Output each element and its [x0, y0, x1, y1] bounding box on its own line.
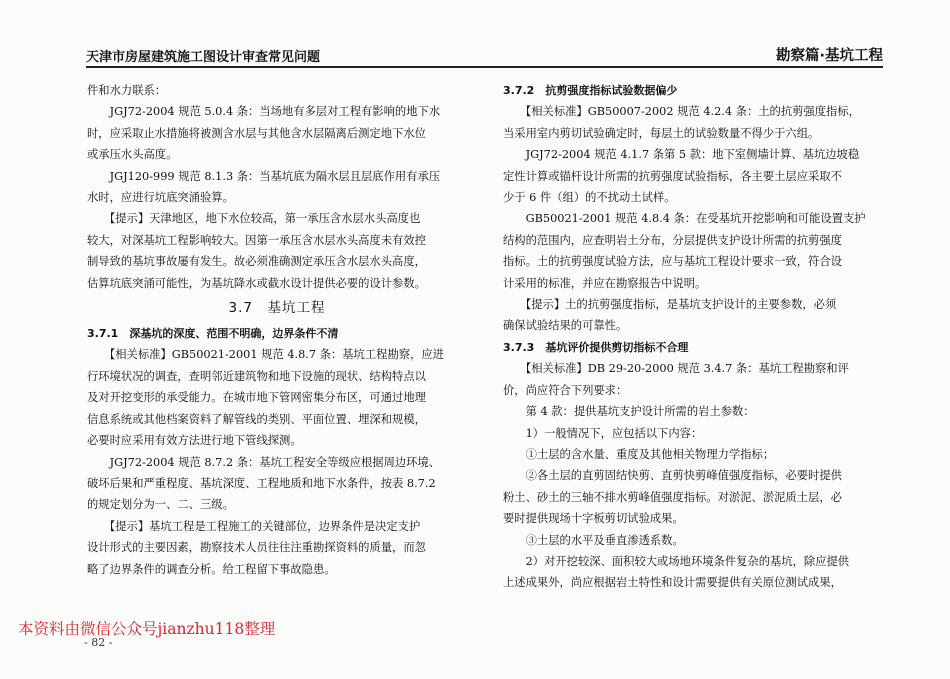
text-line: 估算坑底突涌可能性，为基坑降水或截水设计提供必要的设计参数。 — [87, 276, 426, 290]
page-header — [86, 44, 883, 68]
text-line: 设计形式的主要因素，勘察技术人员往往注重勘探资料的质量，而忽 — [87, 541, 426, 555]
book-title: 天津市房屋建筑施工图设计审查常见问题 — [86, 50, 321, 65]
text-line: 【提示】土的抗剪强度指标，是基坑支护设计的主要参数，必须 — [503, 298, 837, 312]
text-line: 当采用室内剪切试验确定时，每层土的试验数量不得少于六组。 — [503, 126, 820, 140]
page-number: - 82 - — [84, 636, 113, 649]
right-column — [503, 80, 883, 594]
text-line: JGJ72-2004 规范 5.0.4 条：当场地有多层对工程有影响的地下水 — [87, 105, 441, 119]
text-line: 指标。土的抗剪强度试验方法，应与基坑工程设计要求一致，符合设 — [503, 255, 842, 269]
text-line: 少于 6 件（组）的不扰动土试样。 — [503, 191, 676, 205]
header-rule — [86, 66, 883, 68]
text-line: 或承压水头高度。 — [87, 148, 178, 162]
text-line: GB50021-2001 规范 4.8.4 条：在受基坑开挖影响和可能设置支护 — [503, 212, 866, 226]
text-line: 件和水力联系： — [87, 84, 167, 97]
text-line: JGJ72-2004 规范 8.7.2 条：基坑工程安全等级应根据周边环境、 — [87, 455, 441, 469]
section-heading: 3.7 基坑工程 — [228, 300, 326, 317]
text-line: 【相关标准】GB50007-2002 规范 4.2.4 条：土的抗剪强度指标， — [503, 105, 860, 119]
text-line: 定性计算或锚杆设计所需的抗剪强度试验指标，各主要土层应采取不 — [503, 169, 842, 183]
text-line: 1）一般情况下，应包括以下内容： — [503, 426, 703, 440]
text-line: 破坏后果和严重程度、基坑深度、工程地质和地下水条件，按表 8.7.2 — [87, 476, 436, 490]
text-line: JGJ120-999 规范 8.1.3 条：当基坑底为隔水层且层底作用有承压 — [87, 169, 441, 183]
text-line: 及对开挖变形的承受能力。在城市地下管网密集分布区，可通过地理 — [87, 391, 426, 405]
text-line: 【提示】基坑工程是工程施工的关键部位，边界条件是决定支护 — [87, 519, 421, 533]
text-line: 确保试验结果的可靠性。 — [503, 319, 628, 333]
text-line: 【相关标准】GB50021-2001 规范 4.8.7 条：基坑工程勘察，应进 — [87, 348, 444, 362]
left-column — [87, 80, 467, 580]
text-line: 【提示】天津地区，地下水位较高，第一承压含水层水头高度也 — [87, 212, 421, 226]
section-heading: 3.7.2 抗剪强度指标试验数据偏少 — [503, 84, 678, 97]
section-heading: 3.7.1 深基坑的深度、范围不明确，边界条件不清 — [87, 327, 339, 341]
text-line: 制导致的基坑事故屡有发生。故必须准确测定承压含水层水头高度， — [87, 255, 426, 269]
text-line: ②各土层的直剪固结快剪、直剪快剪峰值强度指标，必要时提供 — [503, 469, 842, 483]
text-line: 较大，对深基坑工程影响较大。因第一承压含水层水头高度未有效控 — [87, 233, 426, 247]
text-line: 略了边界条件的调查分析。给工程留下事故隐患。 — [87, 562, 336, 576]
text-line: 水时，应进行坑底突涌验算。 — [87, 191, 234, 205]
text-line: JGJ72-2004 规范 4.1.7 条第 5 款：地下室侧墙计算、基坑边坡稳 — [503, 148, 860, 162]
text-line: ①土层的含水量、重度及其他相关物理力学指标； — [503, 447, 775, 461]
text-line: 2）对开挖较深、面积较大或场地环境条件复杂的基坑，除应提供 — [503, 554, 850, 568]
text-line: 计采用的标准，并应在勘察报告中说明。 — [503, 276, 707, 290]
section-heading: 3.7.3 基坑评价提供剪切指标不合理 — [503, 340, 689, 354]
text-line: 【相关标准】DB 29-20-2000 规范 3.4.7 条：基坑工程勘察和评 — [503, 362, 849, 376]
section-title: 勘察篇·基坑工程 — [775, 48, 883, 64]
text-line: 要时提供现场十字板剪切试验成果。 — [503, 512, 684, 526]
text-line: 粉土、砂土的三轴不排水剪峰值强度指标。对淤泥、淤泥质土层，必 — [503, 490, 842, 504]
text-line: 信息系统或其他档案资料了解管线的类别、平面位置、埋深和规模， — [87, 412, 426, 426]
watermark-text: 本资料由微信公众号jianzhu118整理 — [18, 620, 276, 638]
text-line: 的规定划分为一、二、三级。 — [87, 498, 234, 512]
text-line: 必要时应采用有效方法进行地下管线探测。 — [87, 434, 302, 448]
text-line: 第 4 款：提供基坑支护设计所需的岩土参数： — [503, 405, 755, 419]
text-line: 上述成果外，尚应根据岩土特性和设计需要提供有关原位测试成果， — [503, 576, 842, 590]
text-line: 价，尚应符合下列要求： — [503, 383, 628, 397]
text-line: 结构的范围内，应查明岩土分布，分层提供支护设计所需的抗剪强度 — [503, 233, 842, 247]
text-line: 时，应采取止水措施将被测含水层与其他含水层隔离后测定地下水位 — [87, 126, 426, 140]
text-line: ③土层的水平及垂直渗透系数。 — [503, 533, 684, 547]
text-line: 行环境状况的调查，查明邻近建筑物和地下设施的现状、结构特点以 — [87, 369, 426, 383]
